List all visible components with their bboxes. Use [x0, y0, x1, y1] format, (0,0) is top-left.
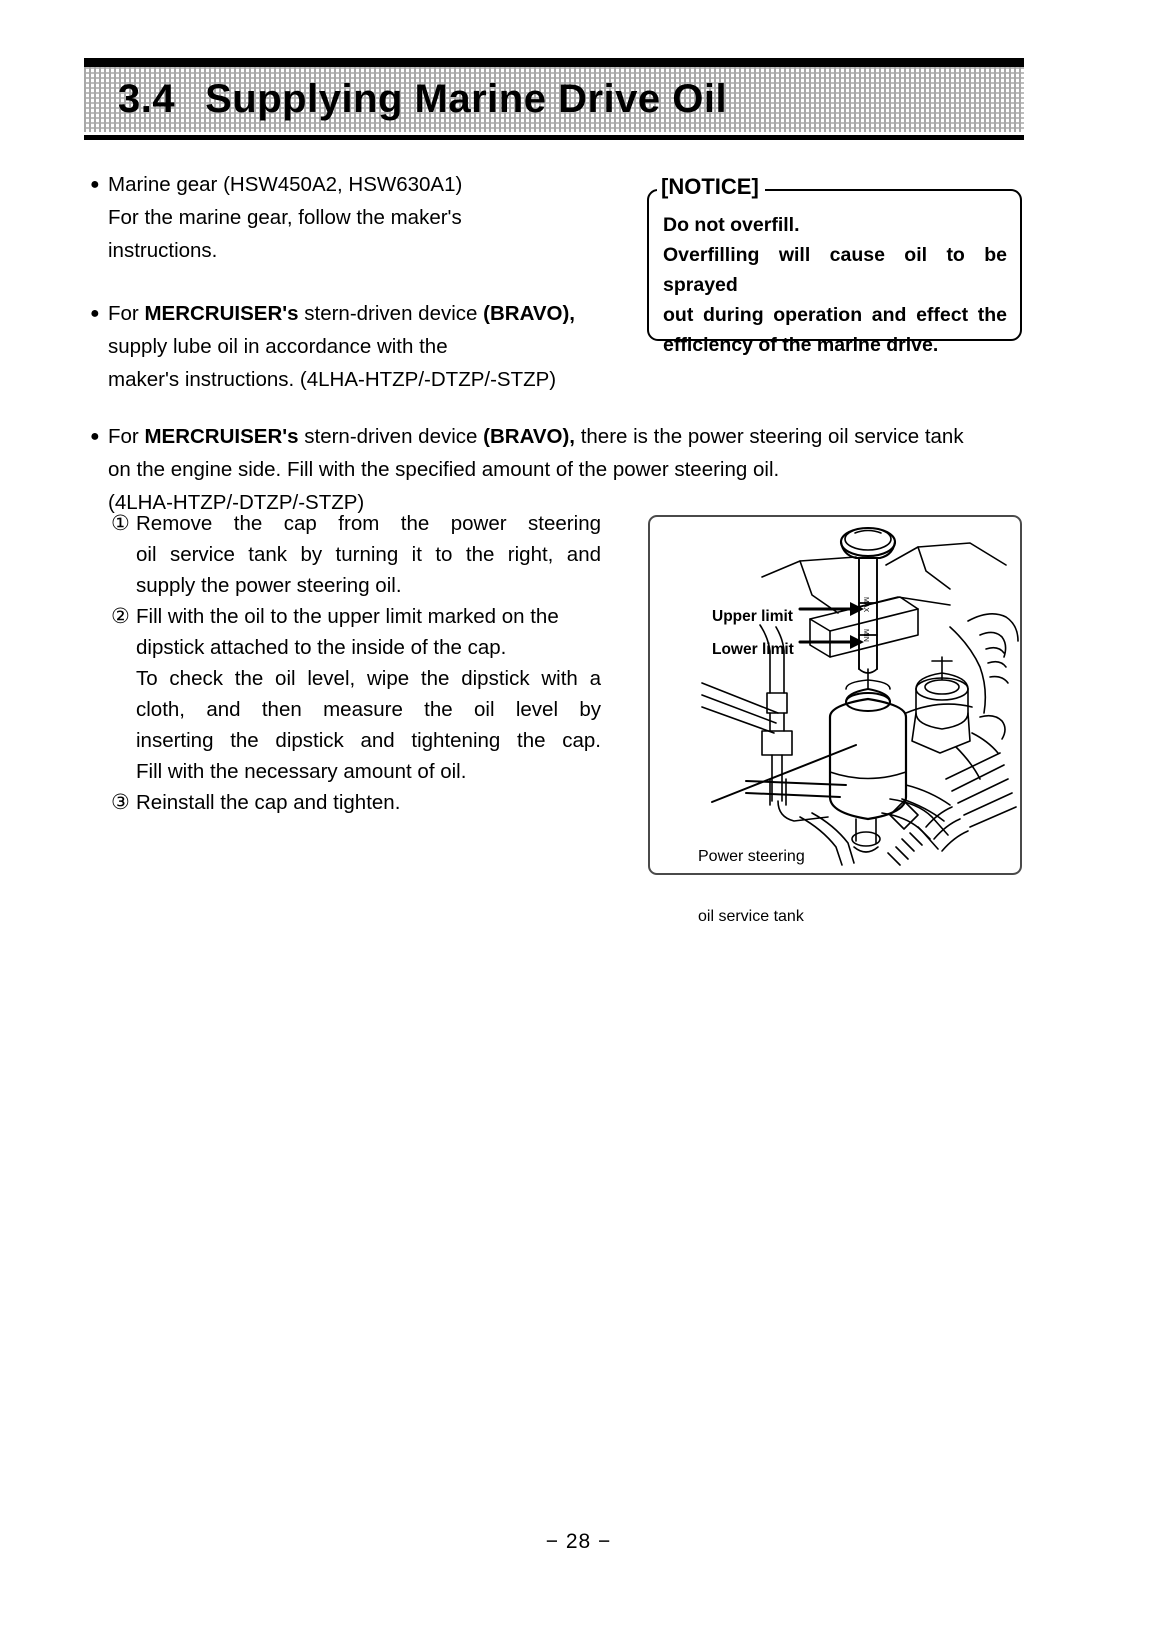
power-steering-bullet	[90, 420, 1026, 519]
step-2-line2: dipstick attached to the inside of the cap.	[136, 636, 507, 659]
seg-stern-driven: stern-driven device	[298, 425, 484, 448]
section-header	[84, 58, 1024, 140]
step-2-line1: Fill with the oil to the upper limit marked on the	[136, 605, 559, 628]
bullet-mercruiser-lube	[90, 297, 600, 396]
step-1	[111, 508, 601, 601]
procedure-step-list	[111, 508, 601, 818]
step-1-line1: Remove the cap from the power steering	[136, 512, 601, 535]
seg-mercruiser: MERCRUISER's	[144, 302, 299, 325]
tank-label-line1: Power steering	[698, 848, 805, 865]
marine-gear-line3: instructions.	[108, 239, 218, 262]
dipstick-max-text: MAX	[862, 597, 869, 613]
notice-box	[647, 174, 1022, 356]
header-top-rule	[84, 58, 1024, 67]
notice-line-1: Do not overfill.	[663, 214, 800, 236]
tank-label-line2: oil service tank	[698, 908, 804, 925]
section-title-row	[84, 67, 1024, 132]
seg-for: For	[108, 302, 145, 325]
upper-limit-label: Upper limit	[712, 608, 793, 625]
intro-bullet-list	[90, 168, 600, 396]
tank-label	[698, 807, 805, 967]
bullet-power-steering	[90, 420, 1026, 519]
notice-line-4: efficiency of the marine drive.	[663, 334, 939, 356]
dipstick-min-text: MIN	[862, 629, 869, 642]
step-2-line5: inserting the dipstick and tightening the cap.	[136, 729, 601, 752]
power-steering-text	[108, 420, 1026, 519]
marine-gear-line2: For the marine gear, follow the maker's	[108, 206, 462, 229]
marine-gear-line1: Marine gear (HSW450A2, HSW630A1)	[108, 173, 463, 196]
step-2-line4: cloth, and then measure the oil level by	[136, 698, 601, 721]
notice-line-2: Overfilling will cause oil to be sprayed	[663, 244, 1007, 296]
power-steering-line2: on the engine side. Fill with the specified amount of the power steering oil.	[108, 458, 780, 481]
step-2	[111, 601, 601, 787]
step-3-text	[136, 787, 601, 818]
step-2-text	[136, 601, 601, 787]
seg-bravo: (BRAVO),	[483, 302, 576, 325]
bullet-dot-icon: ●	[90, 428, 100, 445]
step-3	[111, 787, 601, 818]
notice-body	[663, 210, 1007, 360]
step-1-line3: supply the power steering oil.	[136, 574, 402, 597]
bullet-mercruiser-lube-text	[108, 297, 600, 396]
seg-mercruiser: MERCRUISER's	[144, 425, 299, 448]
step-3-marker: ③	[111, 791, 130, 814]
mercruiser-lube-line1	[108, 297, 600, 330]
step-1-marker: ①	[111, 512, 130, 535]
section-number: 3.4	[118, 77, 176, 121]
step-1-text	[136, 508, 601, 601]
seg-bravo: (BRAVO),	[483, 425, 576, 448]
bullet-marine-gear	[90, 168, 600, 267]
power-steering-line3: (4LHA-HTZP/-DTZP/-STZP)	[108, 491, 365, 514]
dipstick-marks-text	[862, 597, 869, 642]
power-steering-tank-figure	[648, 515, 1022, 925]
step-3-line1: Reinstall the cap and tighten.	[136, 791, 401, 814]
seg-tail: there is the power steering oil service tank	[575, 425, 964, 448]
seg-for: For	[108, 425, 145, 448]
bullet-dot-icon: ●	[90, 305, 100, 322]
step-1-line2: oil service tank by turning it to the right, and	[136, 543, 601, 566]
bullet-dot-icon: ●	[90, 176, 100, 193]
header-bottom-rule	[84, 135, 1024, 140]
lower-limit-label: Lower limit	[712, 641, 794, 658]
notice-line-3: out during operation and effect the	[663, 304, 1007, 326]
page-number: − 28 −	[545, 1530, 612, 1553]
seg-stern-driven: stern-driven device	[298, 302, 484, 325]
bullet-spacer	[90, 267, 600, 297]
step-2-line3: To check the oil level, wipe the dipstick with a	[136, 667, 601, 690]
power-steering-line1	[108, 420, 1026, 453]
section-title: Supplying Marine Drive Oil	[205, 77, 728, 121]
mercruiser-lube-line2: supply lube oil in accordance with the	[108, 335, 448, 358]
bullet-marine-gear-text	[108, 168, 600, 267]
step-2-line6: Fill with the necessary amount of oil.	[136, 760, 467, 783]
mercruiser-lube-line3: maker's instructions. (4LHA-HTZP/-DTZP/-STZP)	[108, 368, 557, 391]
step-2-marker: ②	[111, 605, 130, 628]
notice-label: [NOTICE]	[657, 174, 765, 200]
